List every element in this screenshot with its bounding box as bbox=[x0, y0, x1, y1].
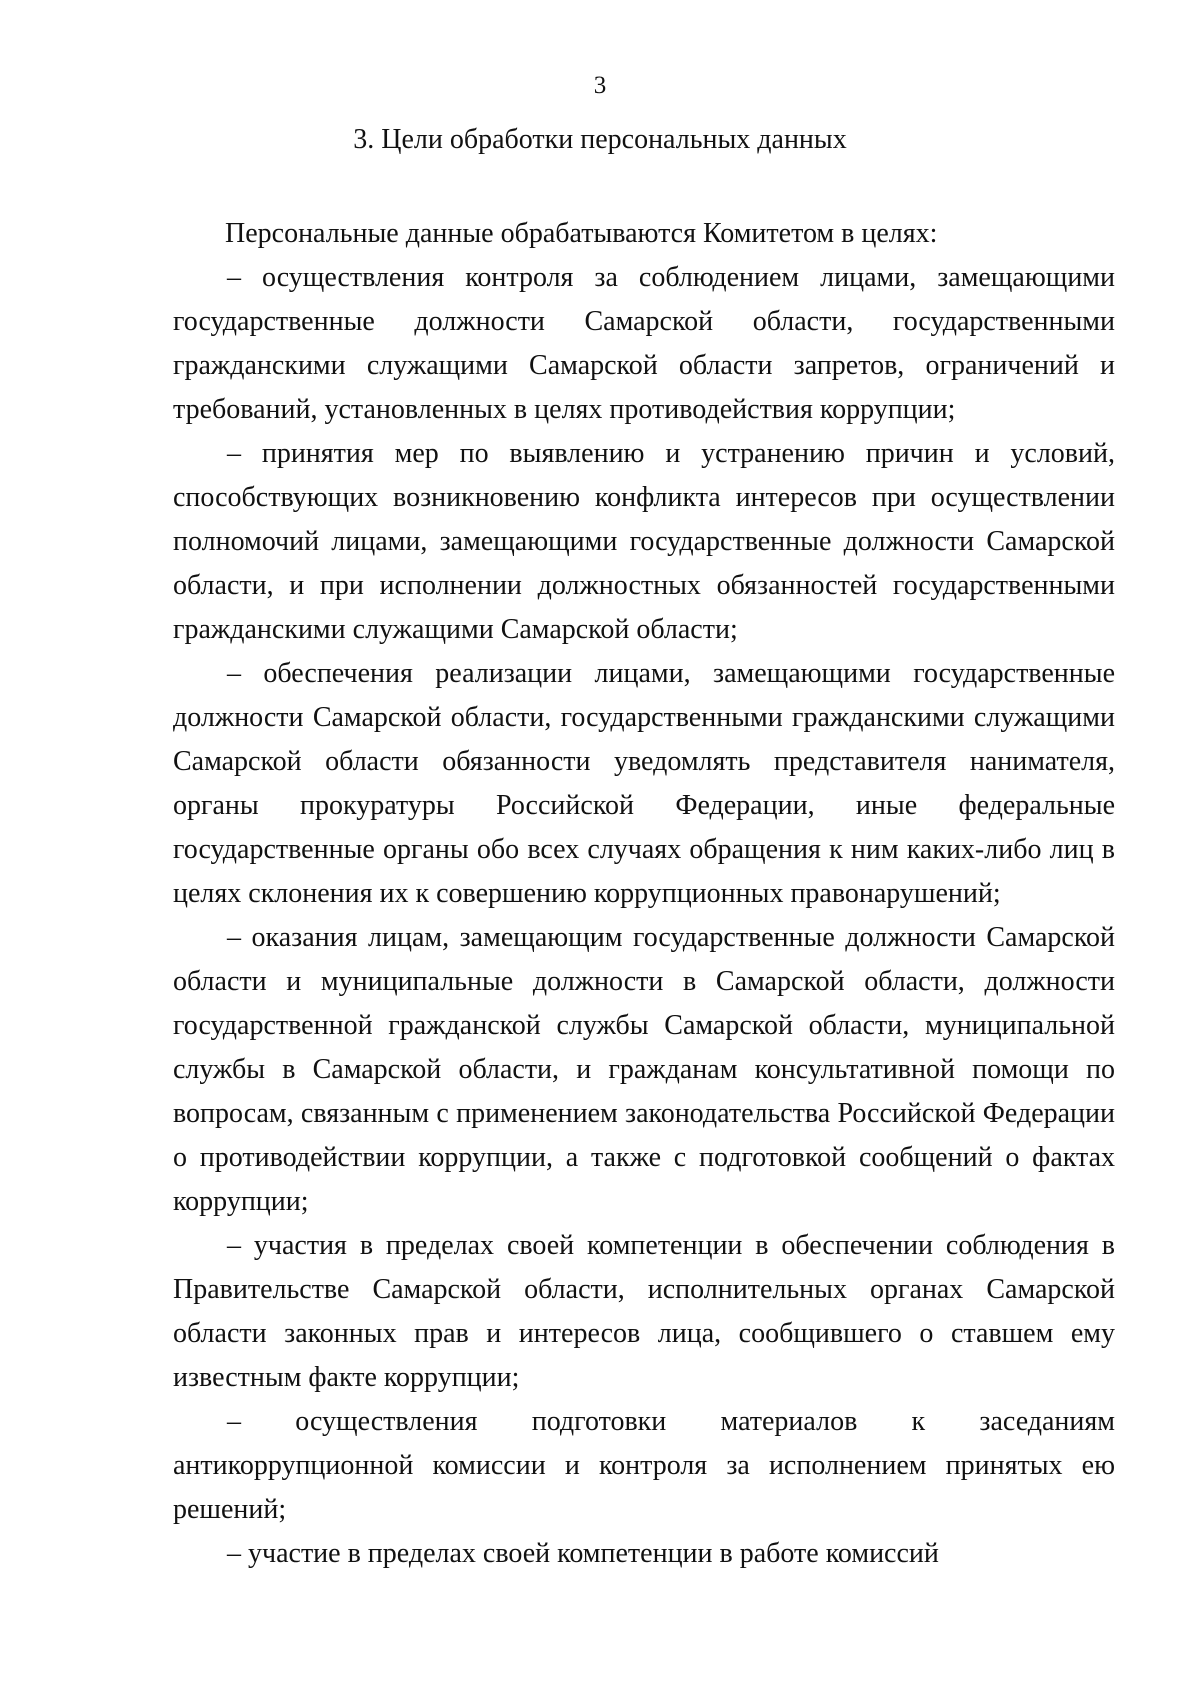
list-item: – осуществления контроля за соблюдением лицами, замещающими государственные должности Самарской области, государственными гражданскими служащими Самарской области запретов, ограничений и требований, установленных в целях противодействия коррупции; bbox=[173, 262, 1115, 425]
list-item: – принятия мер по выявлению и устранению причин и условий, способствующих возникновению конфликта интересов при осуществлении полномочий лицами, замещающими государственные должности Самарской области, и при исполнении должностных обязанностей государственными гражданскими служащими Самарской области; bbox=[173, 438, 1115, 645]
document-body bbox=[173, 212, 1115, 1576]
list-item: – участия в пределах своей компетенции в обеспечении соблюдения в Правительстве Самарской области, исполнительных органах Самарской области законных прав и интересов лица, сообщившего о ставшем ему известным факте коррупции; bbox=[173, 1230, 1115, 1393]
intro-paragraph: Персональные данные обрабатываются Комитетом в целях: bbox=[225, 218, 938, 249]
section-heading: 3. Цели обработки персональных данных bbox=[353, 124, 847, 155]
list-item: – обеспечения реализации лицами, замещающими государственные должности Самарской области, государственными гражданскими служащими Самарской области обязанности уведомлять представителя нанимателя, органы прокуратуры Российской Федерации, иные федеральные государственные органы обо всех случаях обращения к ним каких-либо лиц в целях склонения их к совершению коррупционных правонарушений; bbox=[173, 658, 1115, 909]
page-number: 3 bbox=[593, 72, 607, 99]
list-item: – участие в пределах своей компетенции в работе комиссий bbox=[227, 1538, 939, 1569]
list-item: – оказания лицам, замещающим государственные должности Самарской области и муниципальные должности в Самарской области, должности государственной гражданской службы Самарской области, муниципальной службы в Самарской области, и гражданам консультативной помощи по вопросам, связанным с применением законодательства Российской Федерации о противодействии коррупции, а также с подготовкой сообщений о фактах коррупции; bbox=[173, 922, 1115, 1217]
list-item: – осуществления подготовки материалов к заседаниям антикоррупционной комиссии и контроля за исполнением принятых ею решений; bbox=[173, 1406, 1115, 1525]
